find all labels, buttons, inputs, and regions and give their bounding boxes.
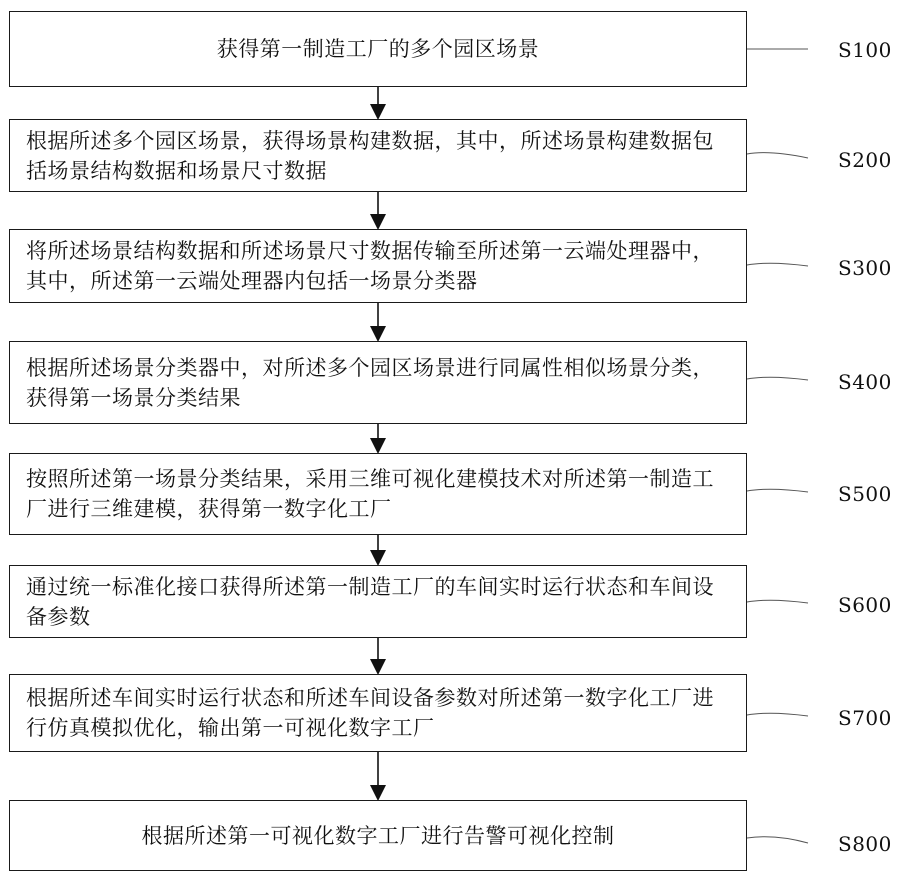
step-label-s700: S700	[838, 706, 892, 730]
step-label-s400: S400	[838, 370, 892, 394]
step-box-s100	[9, 11, 747, 87]
step-label-s500: S500	[838, 482, 892, 506]
step-box-s300	[9, 229, 747, 303]
step-box-s200	[9, 119, 747, 192]
step-box-s700	[9, 674, 747, 752]
label-leaders	[747, 49, 808, 843]
step-box-s500	[9, 453, 747, 535]
step-text-s500: 按照所述第一场景分类结果，采用三维可视化建模技术对所述第一制造工厂进行三维建模，获得第一数字化工厂	[26, 467, 714, 521]
step-text-s100: 获得第一制造工厂的多个园区场景	[216, 37, 540, 61]
step-box-s400	[9, 341, 747, 424]
leader-s700	[747, 713, 808, 716]
step-label-s600: S600	[838, 593, 892, 617]
leader-s800	[747, 837, 808, 843]
step-text-s600: 通过统一标准化接口获得所述第一制造工厂的车间实时运行状态和车间设备参数	[26, 574, 714, 629]
leader-s500	[747, 489, 808, 492]
step-box-s600	[9, 565, 747, 638]
step-text-s400: 根据所述场景分类器中，对所述多个园区场景进行同属性相似场景分类，获得第一场景分类结果	[26, 355, 714, 410]
step-text-s300: 将所述场景结构数据和所述场景尺寸数据传输至所述第一云端处理器中，其中，所述第一云端处理器内包括一场景分类器	[26, 239, 714, 293]
step-text-s700: 根据所述车间实时运行状态和所述车间设备参数对所述第一数字化工厂进行仿真模拟优化，输出第一可视化数字工厂	[26, 686, 714, 740]
step-label-s200: S200	[838, 148, 892, 172]
step-label-s100: S100	[838, 38, 892, 62]
step-box-s800	[9, 800, 747, 871]
step-text-s800: 根据所述第一可视化数字工厂进行告警可视化控制	[141, 823, 615, 848]
step-text-s200: 根据所述多个园区场景，获得场景构建数据，其中，所述场景构建数据包括场景结构数据和场景尺寸数据	[26, 128, 714, 183]
leader-s200	[747, 153, 808, 158]
step-label-s800: S800	[838, 832, 892, 856]
leader-s600	[747, 600, 808, 603]
step-label-s300: S300	[838, 256, 892, 280]
leader-s300	[747, 263, 808, 266]
leader-s400	[747, 377, 808, 380]
